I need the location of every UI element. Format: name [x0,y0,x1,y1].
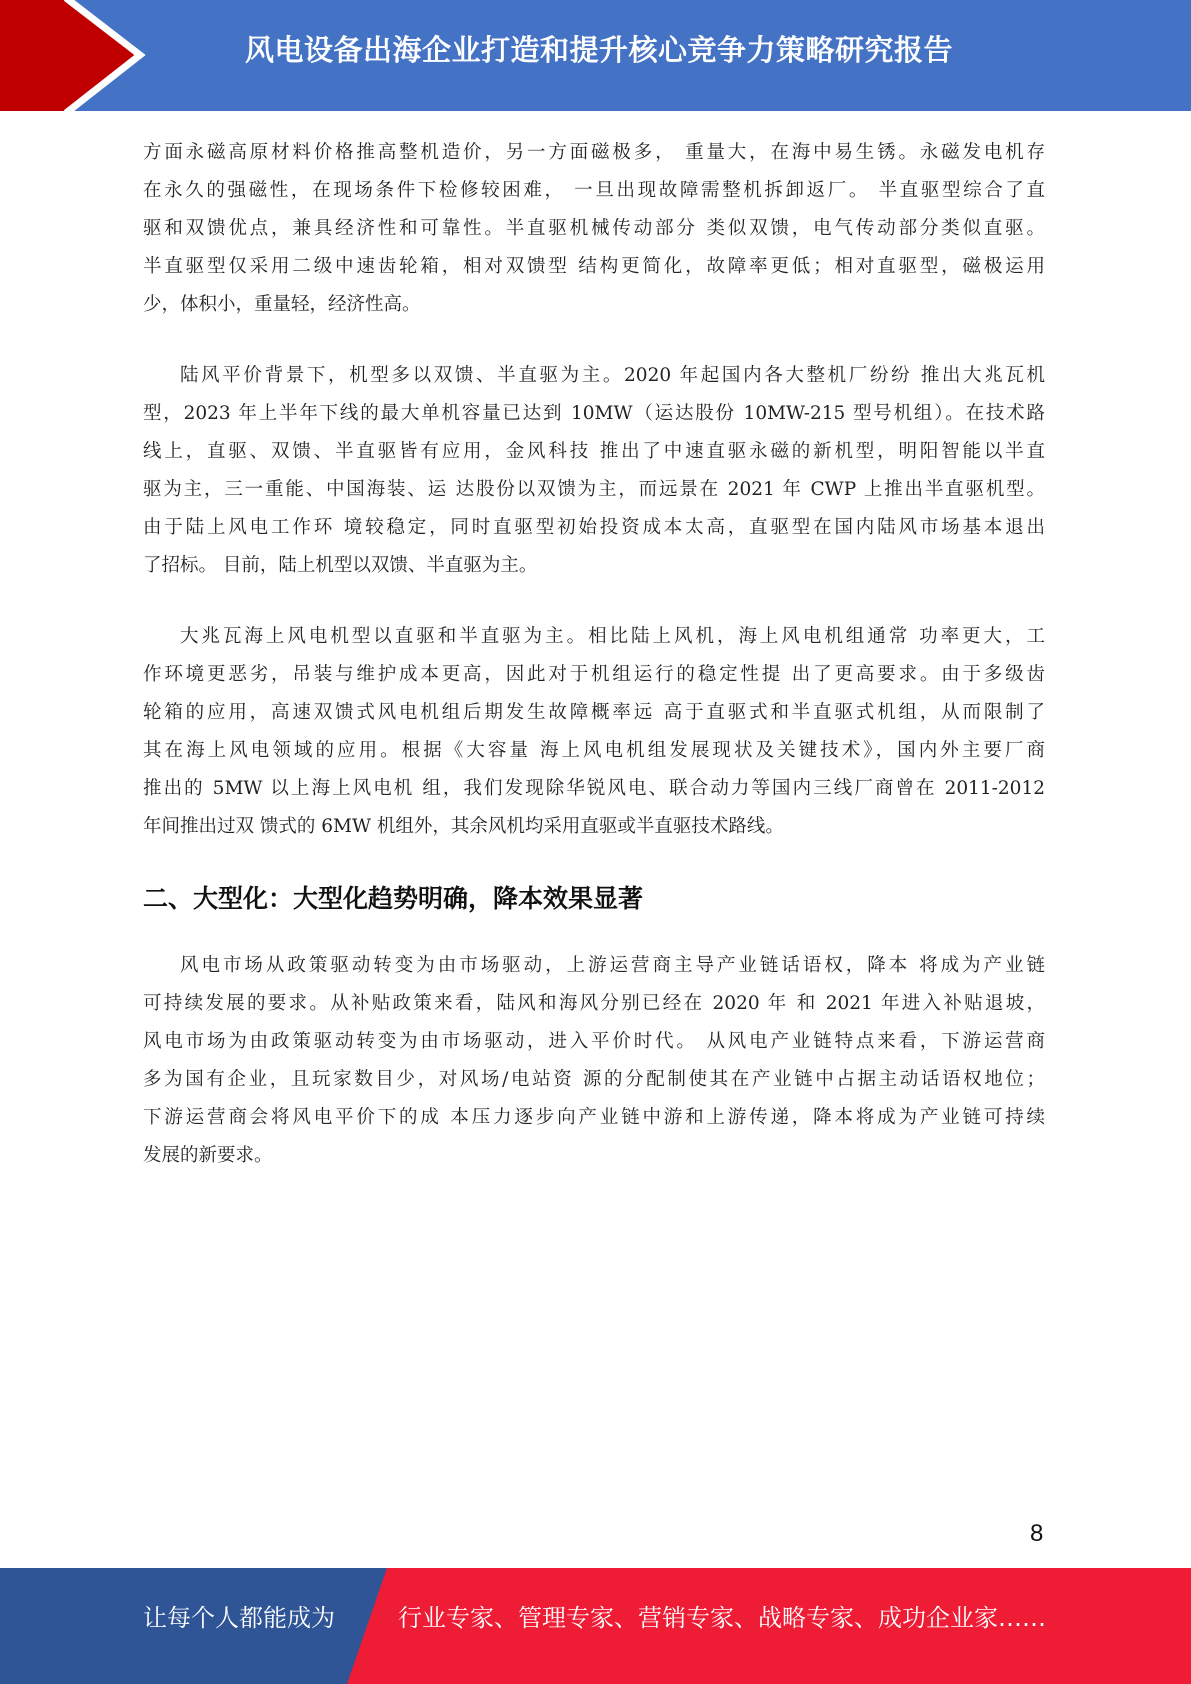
text-line: 风电市场为由政策驱动转变为由市场驱动，进入平价时代。 从风电产业链特点来看，下游运营商 [143,1031,1045,1052]
text-line: 推出的 5MW 以上海上风电机 组，我们发现除华锐风电、联合动力等国内三线厂商曾在 2011-2012 [143,778,1045,799]
page-number: 8 [1030,1520,1044,1547]
text-line: 在永久的强磁性，在现场条件下检修较困难， 一旦出现故障需整机拆卸返厂。 半直驱型综合了直 [143,180,1045,201]
paragraph [143,134,1045,324]
footer-slogan-right: 行业专家、管理专家、营销专家、战略专家、成功企业家…… [398,1604,1046,1632]
document-body [143,134,1045,1208]
text-line: 大兆瓦海上风电机型以直驱和半直驱为主。相比陆上风机，海上风电机组通常 功率更大，工 [180,626,1045,647]
text-line: 多为国有企业，且玩家数目少，对风场/电站资 源的分配制使其在产业链中占据主动话语权地位； [143,1069,1045,1090]
paragraph [143,357,1045,585]
section-heading: 二、大型化：大型化趋势明确，降本效果显著 [143,884,644,913]
chevron-decoration-icon [0,0,160,111]
footer-slogan-left: 让每个人都能成为 [143,1604,335,1632]
text-line: 半直驱型仅采用二级中速齿轮箱，相对双馈型 结构更简化，故障率更低；相对直驱型，磁极运用 [143,256,1045,277]
text-line: 了招标。 目前，陆上机型以双馈、半直驱为主。 [143,555,538,576]
page-header [0,0,1191,111]
paragraph [143,618,1045,846]
text-line: 线上，直驱、双馈、半直驱皆有应用，金风科技 推出了中速直驱永磁的新机型，明阳智能以半直 [143,441,1045,462]
text-line: 陆风平价背景下，机型多以双馈、半直驱为主。2020 年起国内各大整机厂纷纷 推出大兆瓦机 [180,365,1045,386]
text-line: 下游运营商会将风电平价下的成 本压力逐步向产业链中游和上游传递，降本将成为产业链可持续 [143,1107,1045,1128]
text-line: 由于陆上风电工作环 境较稳定，同时直驱型初始投资成本太高，直驱型在国内陆风市场基本退出 [143,517,1045,538]
text-line: 型，2023 年上半年下线的最大单机容量已达到 10MW（运达股份 10MW-215 型号机组）。在技术路 [143,403,1045,424]
text-line: 可持续发展的要求。从补贴政策来看，陆风和海风分别已经在 2020 年 和 2021 年进入补贴退坡， [143,993,1045,1014]
report-title: 风电设备出海企业打造和提升核心竞争力策略研究报告 [245,33,954,67]
text-line: 少，体积小，重量轻，经济性高。 [143,294,421,315]
text-line: 年间推出过双 馈式的 6MW 机组外，其余风机均采用直驱或半直驱技术路线。 [143,816,784,837]
text-line: 风电市场从政策驱动转变为由市场驱动，上游运营商主导产业链话语权，降本 将成为产业链 [180,955,1045,976]
text-line: 驱和双馈优点，兼具经济性和可靠性。半直驱机械传动部分 类似双馈，电气传动部分类似直驱。 [143,218,1045,239]
text-line: 作环境更恶劣，吊装与维护成本更高，因此对于机组运行的稳定性提 出了更高要求。由于多级齿 [143,664,1045,685]
text-line: 其在海上风电领域的应用。根据《大容量 海上风电机组发展现状及关键技术》，国内外主要厂商 [143,740,1045,761]
text-line: 轮箱的应用，高速双馈式风电机组后期发生故障概率远 高于直驱式和半直驱式机组，从而限制了 [143,702,1045,723]
text-line: 驱为主，三一重能、中国海装、运 达股份以双馈为主，而远景在 2021 年 CWP 上推出半直驱机型。 [143,479,1045,500]
paragraph [143,947,1045,1175]
text-line: 方面永磁高原材料价格推高整机造价，另一方面磁极多， 重量大，在海中易生锈。永磁发电机存 [143,142,1045,163]
text-line: 发展的新要求。 [143,1145,273,1166]
